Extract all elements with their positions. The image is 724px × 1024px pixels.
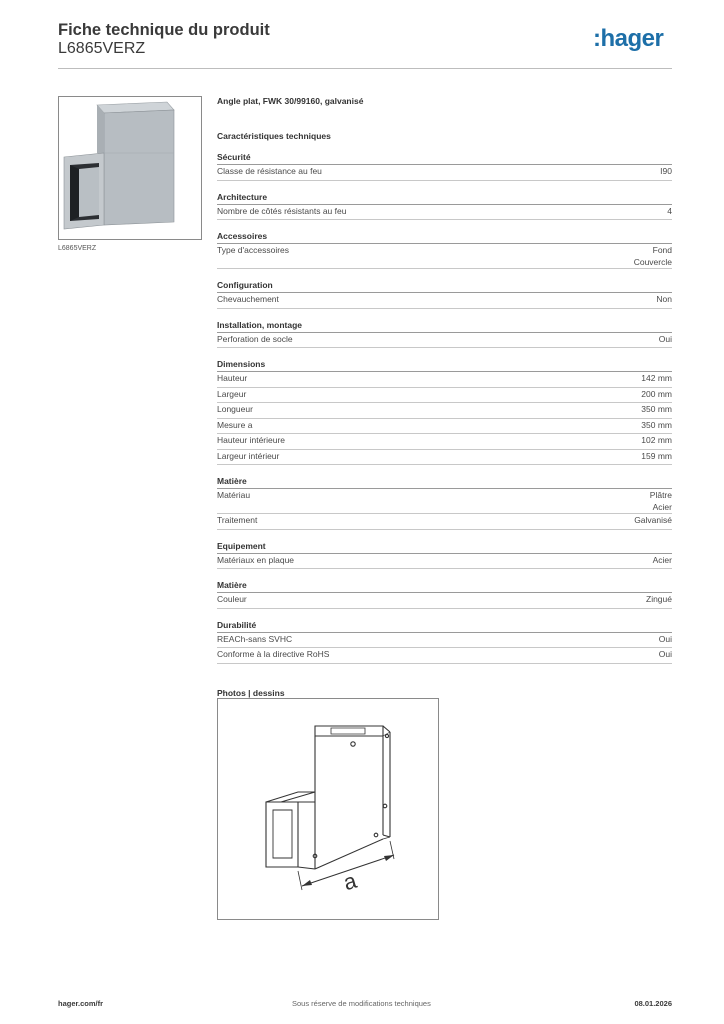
spec-value	[653, 555, 672, 569]
spec-value-line: 102 mm	[641, 435, 672, 445]
spec-label: Hauteur intérieure	[217, 435, 286, 445]
spec-row	[217, 450, 672, 466]
spec-label: Largeur intérieur	[217, 450, 280, 461]
spec-row	[217, 593, 672, 609]
spec-value-line: 159 mm	[641, 450, 672, 461]
spec-value-line: Plâtre	[649, 490, 672, 500]
product-image	[58, 96, 202, 240]
spec-group	[217, 191, 672, 221]
spec-label: Perforation de socle	[217, 333, 293, 344]
spec-value-line: Oui	[658, 649, 672, 659]
spec-value	[667, 206, 672, 220]
spec-group	[217, 475, 672, 530]
spec-value	[656, 294, 672, 308]
spec-value	[641, 373, 672, 387]
spec-value-line: Galvanisé	[634, 515, 672, 525]
technical-drawing	[217, 698, 439, 920]
photos-title: Photos | dessins	[217, 687, 285, 698]
footer-notice: Sous réserve de modifications techniques	[292, 999, 431, 1008]
spec-label: Largeur	[217, 388, 247, 399]
spec-value-line: Zingué	[646, 594, 672, 604]
spec-value-line: Acier	[652, 554, 672, 565]
spec-value-line: 350 mm	[641, 404, 672, 414]
spec-group	[217, 619, 672, 664]
spec-row	[217, 333, 672, 349]
spec-value	[641, 420, 672, 434]
spec-value	[660, 166, 672, 180]
spec-group	[217, 540, 672, 570]
spec-value-line: 200 mm	[641, 388, 672, 399]
spec-value-line: Fond	[652, 245, 672, 255]
spec-value	[646, 594, 672, 608]
spec-label: Classe de résistance au feu	[217, 166, 322, 176]
spec-group	[217, 319, 672, 349]
spec-value-line: 350 mm	[641, 419, 672, 430]
spec-row	[217, 554, 672, 570]
spec-group-title: Matière	[217, 475, 672, 489]
spec-group	[217, 279, 672, 309]
characteristics-groups	[217, 151, 672, 664]
spec-label: Chevauchement	[217, 294, 279, 304]
spec-row	[217, 648, 672, 664]
spec-row	[217, 205, 672, 221]
spec-label: Mesure a	[217, 419, 253, 430]
spec-row	[217, 419, 672, 435]
spec-label: Couleur	[217, 594, 247, 604]
page-title: Fiche technique du produit	[58, 21, 270, 39]
technical-data	[217, 96, 672, 698]
footer-website-link[interactable]: hager.com/fr	[58, 999, 104, 1008]
spec-group-title: Durabilité	[217, 619, 672, 633]
product-description: Angle plat, FWK 30/99160, galvanisé	[217, 96, 364, 106]
product-image-caption: L6865VERZ	[58, 245, 97, 252]
spec-row	[217, 372, 672, 388]
hager-logo[interactable]: :hager	[593, 25, 664, 52]
spec-group-title: Equipement	[217, 540, 672, 554]
spec-group-title: Sécurité	[217, 151, 672, 165]
spec-value-line: 4	[667, 205, 672, 216]
spec-label: Longueur	[217, 404, 253, 414]
spec-value	[634, 515, 672, 529]
spec-row	[217, 489, 672, 514]
spec-value-line: 142 mm	[641, 373, 672, 383]
spec-row	[217, 514, 672, 530]
spec-row	[217, 388, 672, 404]
spec-label: Hauteur	[217, 373, 248, 383]
spec-group-title: Dimensions	[217, 358, 672, 372]
spec-group	[217, 579, 672, 609]
spec-label: REACh-sans SVHC	[217, 633, 293, 644]
spec-value	[634, 245, 672, 268]
spec-group-title: Architecture	[217, 191, 672, 205]
spec-value	[659, 634, 672, 648]
dimension-label-a: a	[340, 867, 360, 896]
spec-value	[641, 435, 672, 449]
section-title: Caractéristiques techniques	[217, 131, 331, 141]
spec-label: Conforme à la directive RoHS	[217, 649, 330, 659]
spec-row	[217, 403, 672, 419]
spec-value-line: Acier	[652, 501, 672, 512]
product-code: L6865VERZ	[58, 40, 146, 57]
header-divider	[58, 68, 672, 69]
spec-group	[217, 358, 672, 465]
spec-label: Type d'accessoires	[217, 245, 290, 255]
spec-group	[217, 230, 672, 269]
spec-row	[217, 244, 672, 269]
spec-label: Traitement	[217, 515, 258, 525]
spec-group-title: Configuration	[217, 279, 672, 293]
spec-value	[641, 389, 672, 403]
spec-row	[217, 293, 672, 309]
spec-value	[641, 451, 672, 465]
spec-group-title: Installation, montage	[217, 319, 672, 333]
spec-value-line: Oui	[658, 333, 672, 344]
spec-value	[659, 334, 672, 348]
spec-row	[217, 434, 672, 450]
spec-label: Nombre de côtés résistants au feu	[217, 205, 347, 216]
spec-group	[217, 151, 672, 181]
spec-value-line: Couvercle	[633, 256, 672, 267]
spec-value-line: Non	[656, 294, 672, 304]
spec-value-line: Oui	[658, 633, 672, 644]
spec-group-title: Accessoires	[217, 230, 672, 244]
spec-label: Matériaux en plaque	[217, 554, 295, 565]
spec-row	[217, 165, 672, 181]
spec-value	[650, 490, 672, 513]
footer-date: 08.01.2026	[634, 999, 672, 1008]
spec-group-title: Matière	[217, 579, 672, 593]
spec-label: Matériau	[217, 490, 251, 500]
spec-value	[659, 649, 672, 663]
spec-value	[641, 404, 672, 418]
spec-value-line: I90	[660, 166, 672, 176]
spec-row	[217, 633, 672, 649]
